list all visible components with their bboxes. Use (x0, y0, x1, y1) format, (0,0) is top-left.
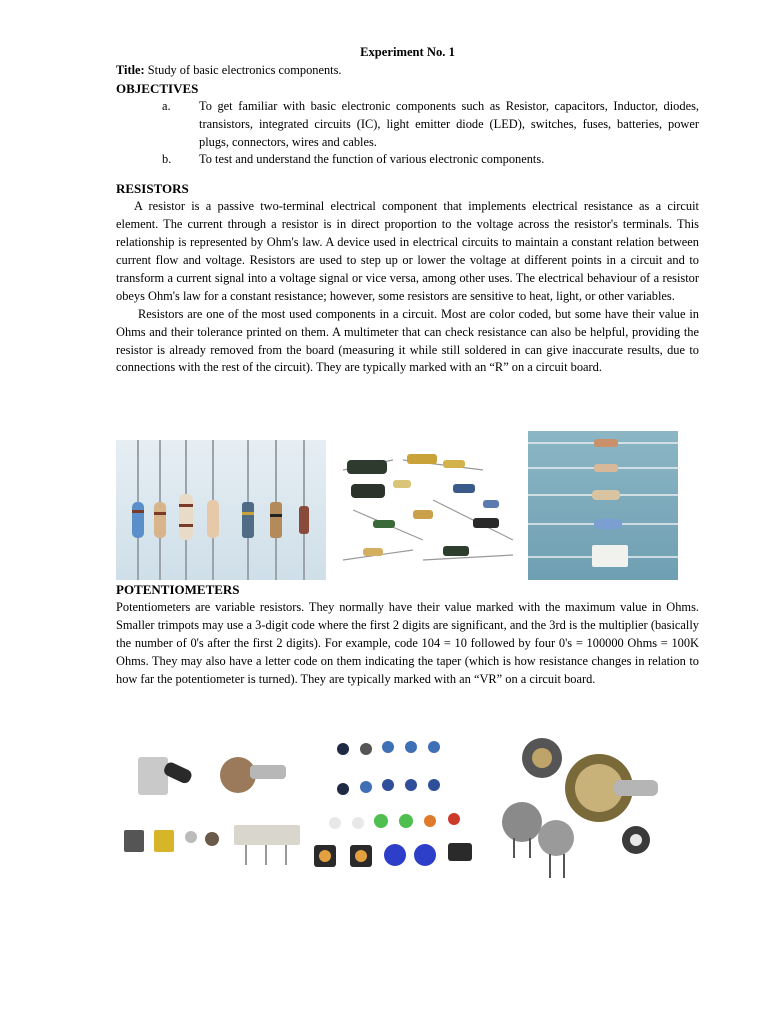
objective-marker: b. (162, 152, 172, 167)
resistors-on-blue-photo (528, 431, 678, 580)
trimpots-grid-photo (308, 735, 490, 885)
title-text: Study of basic electronics components. (144, 62, 342, 77)
experiment-number: Experiment No. 1 (360, 45, 455, 59)
rotary-potentiometers-photo (494, 728, 666, 888)
potentiometers-heading: POTENTIOMETERS (116, 582, 240, 597)
objectives-list (116, 98, 699, 170)
objective-item (116, 151, 699, 169)
objectives-heading: OBJECTIVES (116, 80, 199, 96)
trimpots-grid-illustration (308, 735, 490, 885)
resistors-paragraph-2: Resistors are one of the most used components in a circuit. Most are color coded, but some have their value in Ohms and their tolerance printed on them. A multimeter that can check resistance can also be helpful, providing the resistor is already removed from the board (measuring it while still soldered in can give inaccurate results, due to connections with the rest of the circuit). They are typically marked with an “R” on a circuit board. (116, 306, 699, 375)
resistors-heading: RESISTORS (116, 181, 189, 197)
objective-marker: a. (162, 98, 171, 113)
resistors-vertical-photo (116, 440, 326, 580)
title-label: Title: (116, 62, 145, 77)
rotary-potentiometers-illustration (494, 728, 666, 888)
objective-text: To get familiar with basic electronic components such as Resistor, capacitors, Inductor, diodes, transistors, integrated circuits (IC), light emitter diode (LED), switches, fuses, batteries, power plugs, connectors, wires and cables. (199, 98, 699, 149)
assorted-resistors-photo (333, 440, 523, 580)
objective-text: To test and understand the function of various electronic components. (199, 152, 545, 167)
potentiometers-section (116, 581, 699, 688)
resistors-on-blue-illustration (528, 431, 678, 580)
document-title (116, 62, 699, 80)
document-page (116, 44, 699, 377)
objective-item (116, 98, 699, 152)
potentiometers-photo (116, 735, 306, 885)
resistors-paragraph-1: A resistor is a passive two-terminal electrical component that implements electrical resistance as a circuit element. The current through a resistor is in direct proportion to the voltage across the resistor's terminals. This relationship is represented by Ohm's law. A device used in electrical circuits to maintain a constant relation between current flow and voltage. Resistors are used to step up or lower the voltage at different points in a circuit and to transform a current signal into a voltage signal or vice versa, among other uses. The electrical behaviour of a resistor obeys Ohm's law for a constant resistance; however, some resistors are sensitive to heat, light, or other variables. (116, 199, 699, 303)
potentiometers-illustration (116, 735, 306, 885)
assorted-resistors-illustration (333, 440, 523, 580)
resistors-vertical-illustration (116, 440, 326, 580)
potentiometers-paragraph: Potentiometers are variable resistors. They normally have their value marked with the maximum value in Ohms. Smaller trimpots may use a 3-digit code where the first 2 digits are significant, and the 3rd is the multiplier (basically the number of 0's after the first 2 digits). For example, code 104 = 10 followed by four 0's = 100000 Ohms = 100K Ohms. They may also have a letter code on them indicating the taper (which is how resistance changes in relation to how far the potentiometer is turned). They are typically marked with an “VR” on a circuit board. (116, 599, 699, 686)
